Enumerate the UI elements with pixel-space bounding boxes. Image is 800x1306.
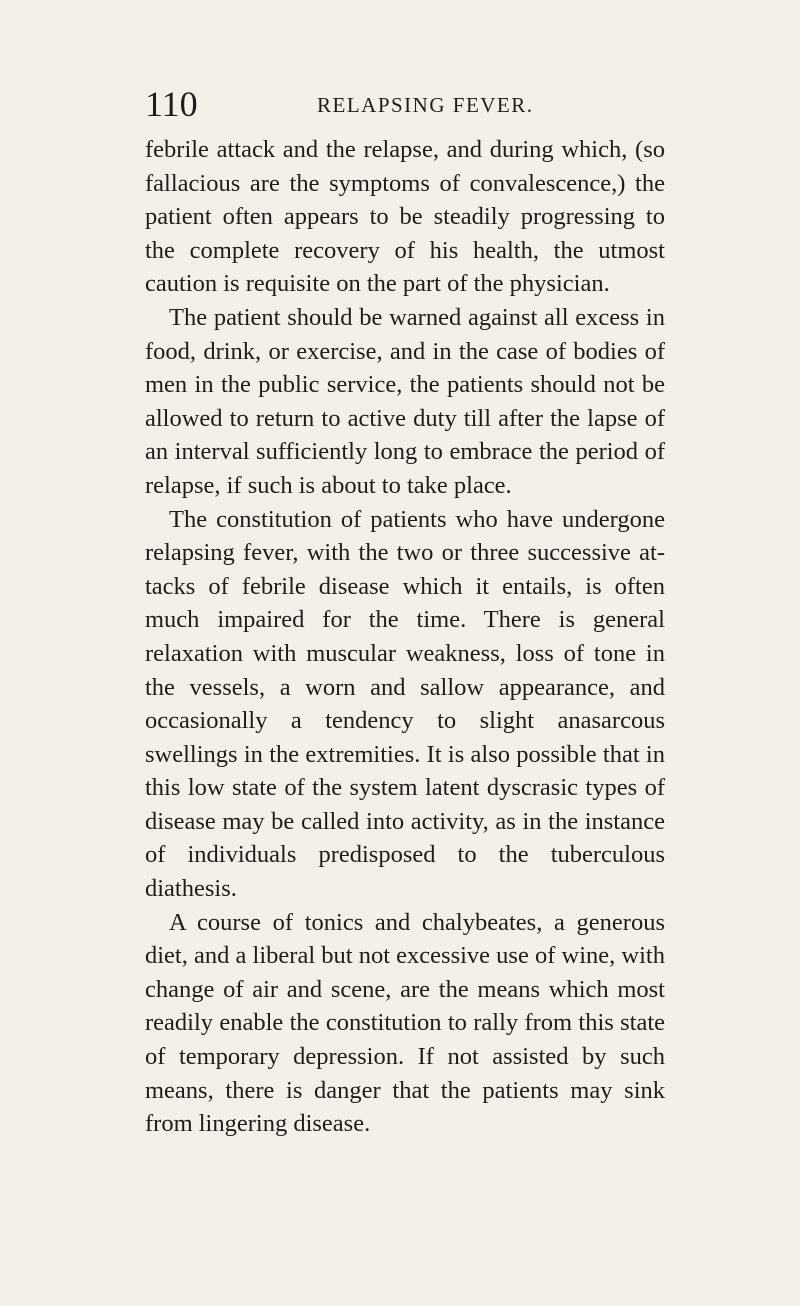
paragraph-continuation: febrile attack and the relapse, and during which, (so fallacious are the symptoms of convalescence,) the patient often appears to be steadily progressing to the complete recovery of his health, the utmost caution is requisite on the part of the physician. [145, 136, 665, 298]
paragraph-treatment: A course of tonics and chalybeates, a generous diet, and a liberal but not excessive use of wine, with change of air and scene, are the means which most readily enable the constitution to rally from this state of temporary depression. If not assisted by such means, there is danger that the patients may sink from lingering disease. [145, 908, 665, 1138]
running-title: RELAPSING FEVER. [317, 93, 534, 117]
page-number: 110 [145, 84, 198, 124]
running-head [145, 84, 665, 124]
paragraph-constitution: The constitution of patients who have undergone relapsing fever, with the two or three successive attacks of febrile disease which it entails, is often much impaired for the time. There is general relaxation with muscular weakness, loss of tone in the vessels, a worn and sallow appearance, and occasionally a tendency to slight anasarcous swellings in the extremities. It is also possible that in this low state of the system latent dyscrasic types of disease may be called into activity, as in the instance of individuals predisposed to the tuberculous diathesis. [145, 505, 665, 903]
body-text [145, 133, 665, 1141]
paragraph-precautions: The patient should be warned against all excess in food, drink, or exercise, and in the case of bodies of men in the public service, the patients should not be allowed to return to active duty till after the lapse of an interval sufficiently long to embrace the period of relapse, if such is about to take place. [145, 303, 665, 499]
